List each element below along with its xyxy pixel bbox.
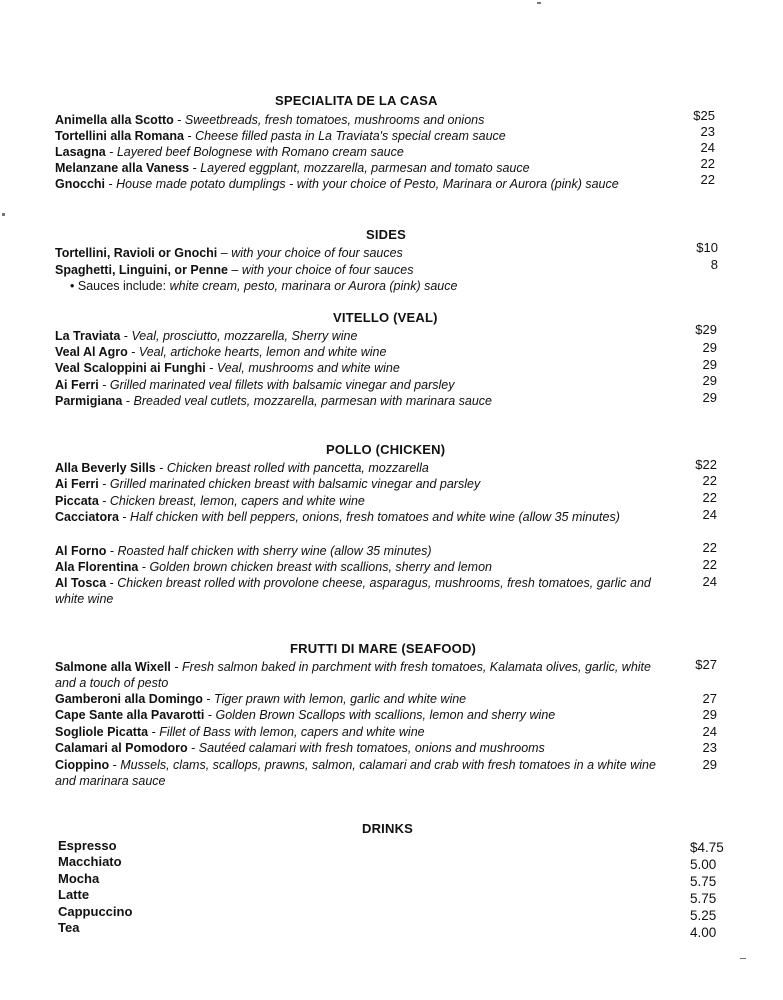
item-price: 24 — [702, 724, 717, 739]
section-title-sides: SIDES — [366, 227, 407, 242]
menu-item: Cioppino - Mussels, clams, scallops, prawns, salmon, calamari and crab with fresh tomatoes in a white wine and marinara sauce — [55, 758, 656, 788]
item-price: $29 — [695, 322, 717, 337]
drink-name: Macchiato — [58, 854, 122, 869]
item-name: Piccata — [55, 494, 99, 508]
item-price: 23 — [700, 124, 715, 139]
menu-item: Gamberoni alla Domingo - Tiger prawn with lemon, garlic and white wine — [55, 692, 467, 706]
item-price: 24 — [700, 140, 715, 155]
drink-price: 5.00 — [690, 857, 717, 872]
item-price: 29 — [702, 340, 717, 355]
item-name: Calamari al Pomodoro — [55, 741, 188, 755]
item-desc: Layered beef Bolognese with Romano cream sauce — [116, 145, 404, 159]
sauces-note-label: Sauces include: — [77, 279, 167, 293]
item-desc: Sweetbreads, fresh tomatoes, mushrooms and onions — [184, 113, 485, 127]
item-name: Lasagna — [55, 145, 106, 159]
menu-item: Ala Florentina - Golden brown chicken breast with scallions, sherry and lemon — [55, 560, 492, 574]
item-name: Spaghetti, Linguini, or Penne — [55, 263, 228, 277]
menu-item: Salmone alla Wixell - Fresh salmon baked in parchment with fresh tomatoes, Kalamata olives, garlic, white and a touch of pesto — [55, 660, 651, 690]
item-price: 29 — [702, 390, 717, 405]
item-name: Al Tosca — [55, 576, 107, 590]
item-price: 24 — [702, 507, 717, 522]
menu-item: Cape Sante alla Pavarotti - Golden Brown Scallops with scallions, lemon and sherry wine — [55, 708, 556, 722]
sauces-note-text: white cream, pesto, marinara or Aurora (pink) sauce — [169, 279, 458, 293]
item-name: Veal Scaloppini ai Funghi — [55, 361, 206, 375]
menu-item: Veal Scaloppini ai Funghi - Veal, mushrooms and white wine — [55, 361, 400, 375]
menu-item: Spaghetti, Linguini, or Penne – with your choice of four sauces — [55, 263, 414, 277]
item-name: Ai Ferri — [55, 378, 99, 392]
menu-item: Lasagna - Layered beef Bolognese with Romano cream sauce — [55, 145, 404, 159]
section-title-veal: VITELLO (VEAL) — [333, 310, 438, 325]
sauces-note: • Sauces include: white cream, pesto, marinara or Aurora (pink) sauce — [70, 279, 458, 293]
menu-item: Parmigiana - Breaded veal cutlets, mozzarella, parmesan with marinara sauce — [55, 394, 493, 408]
item-desc: Veal, artichoke hearts, lemon and white wine — [138, 345, 387, 359]
item-name: Cioppino — [55, 758, 110, 772]
item-desc: Fresh salmon baked in parchment with fresh tomatoes, Kalamata olives, garlic, white and a touch of pesto — [55, 660, 651, 690]
scan-speck — [2, 213, 5, 216]
item-price: 22 — [702, 540, 717, 555]
item-desc: Mussels, clams, scallops, prawns, salmon, calamari and crab with fresh tomatoes in a white wine and marinara sauce — [55, 758, 656, 788]
menu-item: Cacciatora - Half chicken with bell peppers, onions, fresh tomatoes and white wine (allow 35 minutes) — [55, 510, 620, 524]
menu-item: Ai Ferri - Grilled marinated veal fillets with balsamic vinegar and parsley — [55, 378, 455, 392]
menu-item: Calamari al Pomodoro - Sautéed calamari with fresh tomatoes, onions and mushrooms — [55, 741, 545, 755]
item-name: Cacciatora — [55, 510, 119, 524]
scan-speck — [537, 2, 541, 4]
item-desc: Tiger prawn with lemon, garlic and white wine — [214, 692, 467, 706]
item-price: 24 — [702, 574, 717, 589]
item-name: Melanzane alla Vaness — [55, 161, 190, 175]
item-name: Animella alla Scotto — [55, 113, 174, 127]
item-price: 22 — [702, 490, 717, 505]
item-price: 22 — [700, 156, 715, 171]
item-price: $10 — [696, 240, 718, 255]
drink-price: $4.75 — [690, 840, 724, 855]
item-desc: Cheese filled pasta in La Traviata's special cream sauce — [195, 129, 506, 143]
item-desc: with your choice of four sauces — [241, 263, 414, 277]
item-desc: Veal, prosciutto, mozzarella, Sherry wine — [131, 329, 358, 343]
item-price: 29 — [702, 373, 717, 388]
item-price: 29 — [702, 707, 717, 722]
menu-item: Veal Al Agro - Veal, artichoke hearts, lemon and white wine — [55, 345, 387, 359]
item-name: Salmone alla Wixell — [55, 660, 171, 674]
item-price: 29 — [702, 757, 717, 772]
item-price: 22 — [702, 473, 717, 488]
item-price: $22 — [695, 457, 717, 472]
item-name: Gamberoni alla Domingo — [55, 692, 203, 706]
menu-item: Gnocchi - House made potato dumplings - with your choice of Pesto, Marinara or Aurora (pink) sauce — [55, 177, 619, 191]
item-desc: Roasted half chicken with sherry wine (allow 35 minutes) — [117, 544, 432, 558]
item-price: $27 — [695, 657, 717, 672]
drink-name: Tea — [58, 920, 80, 935]
drink-price: 5.75 — [690, 874, 717, 889]
scan-speck — [740, 958, 746, 959]
drink-name: Cappuccino — [58, 904, 133, 919]
drink-name: Espresso — [58, 838, 117, 853]
item-desc: Layered eggplant, mozzarella, parmesan and tomato sauce — [200, 161, 530, 175]
item-desc: Sautéed calamari with fresh tomatoes, onions and mushrooms — [198, 741, 545, 755]
item-name: Ala Florentina — [55, 560, 139, 574]
item-name: Tortellini, Ravioli or Gnochi — [55, 246, 218, 260]
item-price: 29 — [702, 357, 717, 372]
drink-price: 5.75 — [690, 891, 717, 906]
item-price: 22 — [702, 557, 717, 572]
item-desc: Chicken breast rolled with provolone cheese, asparagus, mushrooms, fresh tomatoes, garlic and white wine — [55, 576, 651, 606]
item-name: Ai Ferri — [55, 477, 99, 491]
item-desc: Breaded veal cutlets, mozzarella, parmesan with marinara sauce — [133, 394, 493, 408]
menu-item: Al Forno - Roasted half chicken with sherry wine (allow 35 minutes) — [55, 544, 432, 558]
item-desc: with your choice of four sauces — [231, 246, 403, 260]
item-price: 23 — [702, 740, 717, 755]
item-desc: Veal, mushrooms and white wine — [216, 361, 400, 375]
menu-item: Al Tosca - Chicken breast rolled with provolone cheese, asparagus, mushrooms, fresh tomatoes, garlic and white wine — [55, 576, 651, 606]
menu-item: Animella alla Scotto - Sweetbreads, fresh tomatoes, mushrooms and onions — [55, 113, 485, 127]
item-desc: Half chicken with bell peppers, onions, fresh tomatoes and white wine (allow 35 minutes) — [130, 510, 620, 524]
item-desc: Grilled marinated chicken breast with balsamic vinegar and parsley — [109, 477, 481, 491]
item-name: Al Forno — [55, 544, 107, 558]
menu-item: Melanzane alla Vaness - Layered eggplant, mozzarella, parmesan and tomato sauce — [55, 161, 530, 175]
item-desc: Fillet of Bass with lemon, capers and white wine — [159, 725, 425, 739]
item-price: 8 — [710, 257, 718, 272]
menu-item: Alla Beverly Sills - Chicken breast rolled with pancetta, mozzarella — [55, 461, 429, 475]
section-title-chicken: POLLO (CHICKEN) — [326, 442, 446, 457]
item-name: Veal Al Agro — [55, 345, 128, 359]
item-price: 27 — [702, 691, 717, 706]
section-title-seafood: FRUTTI DI MARE (SEAFOOD) — [290, 641, 477, 656]
drink-name: Mocha — [58, 871, 100, 886]
drink-price: 4.00 — [690, 925, 717, 940]
menu-item: Piccata - Chicken breast, lemon, capers and white wine — [55, 494, 365, 508]
item-desc: Golden brown chicken breast with scallions, sherry and lemon — [149, 560, 492, 574]
menu-item: Tortellini alla Romana - Cheese filled pasta in La Traviata's special cream sauce — [55, 129, 506, 143]
menu-item: Ai Ferri - Grilled marinated chicken breast with balsamic vinegar and parsley — [55, 477, 481, 491]
menu-item: La Traviata - Veal, prosciutto, mozzarella, Sherry wine — [55, 329, 358, 343]
section-title-casa: SPECIALITA DE LA CASA — [275, 93, 438, 108]
menu-item: Tortellini, Ravioli or Gnochi – with your choice of four sauces — [55, 246, 403, 260]
item-desc: Chicken breast rolled with pancetta, mozzarella — [166, 461, 429, 475]
item-name: Tortellini alla Romana — [55, 129, 184, 143]
item-name: Cape Sante alla Pavarotti — [55, 708, 205, 722]
item-name: Sogliole Picatta — [55, 725, 149, 739]
menu-item: Sogliole Picatta - Fillet of Bass with lemon, capers and white wine — [55, 725, 425, 739]
item-name: La Traviata — [55, 329, 121, 343]
item-desc: Grilled marinated veal fillets with balsamic vinegar and parsley — [109, 378, 455, 392]
item-desc: Chicken breast, lemon, capers and white wine — [109, 494, 365, 508]
item-name: Alla Beverly Sills — [55, 461, 156, 475]
drink-name: Latte — [58, 887, 90, 902]
drink-price: 5.25 — [690, 908, 717, 923]
item-desc: Golden Brown Scallops with scallions, lemon and sherry wine — [215, 708, 556, 722]
section-title-drinks: DRINKS — [362, 821, 414, 836]
item-desc: House made potato dumplings - with your choice of Pesto, Marinara or Aurora (pink) sauce — [116, 177, 619, 191]
item-name: Gnocchi — [55, 177, 106, 191]
item-name: Parmigiana — [55, 394, 123, 408]
item-price: $25 — [693, 108, 715, 123]
item-price: 22 — [700, 172, 715, 187]
